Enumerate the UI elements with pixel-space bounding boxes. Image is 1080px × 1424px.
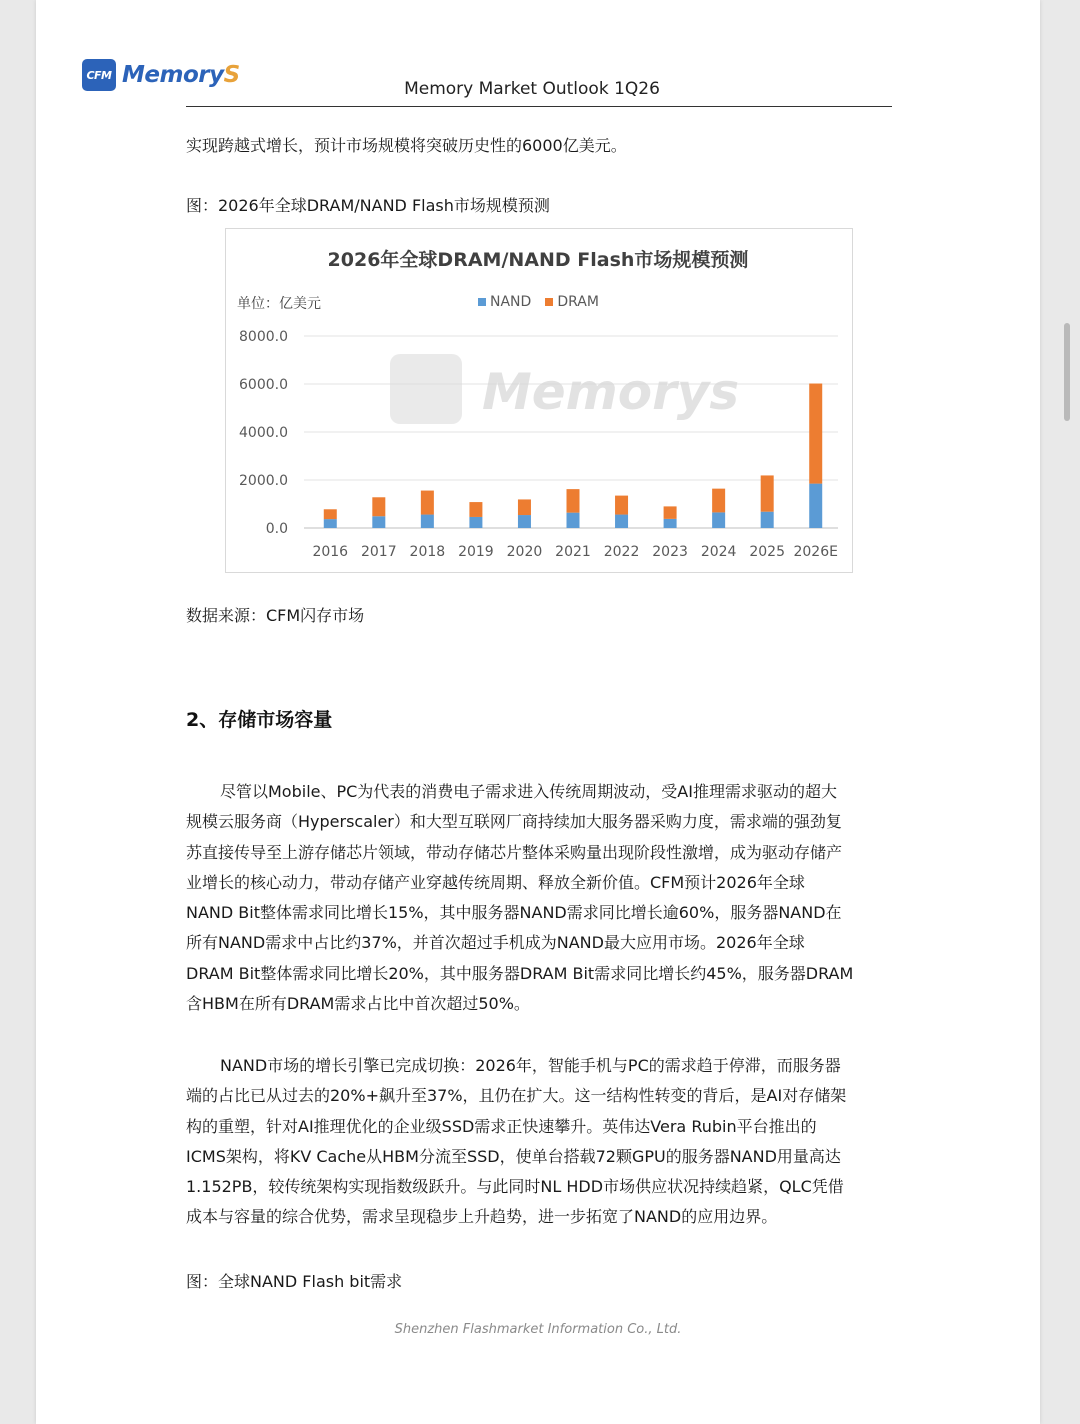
- x-tick-label: 2026E: [793, 544, 838, 560]
- x-tick-label: 2025: [749, 544, 786, 560]
- x-tick-label: 2019: [458, 544, 494, 560]
- y-tick-label: 4000.0: [239, 425, 288, 441]
- paragraph2-line: 构的重塑，针对AI推理优化的企业级SSD需求正快速攀升。英伟达Vera Rubin平台推出的: [186, 1116, 817, 1136]
- paragraph1-line: 所有NAND需求中占比约37%，并首次超过手机成为NAND最大应用市场。2026年全球: [186, 933, 805, 953]
- paragraph1-line: 规模云服务商（Hyperscaler）和大型互联网厂商持续加大服务器采购力度，需求端的强劲复: [186, 812, 842, 832]
- figure2-caption: 图：全球NAND Flash bit需求: [186, 1272, 403, 1291]
- wordmark-tail: S: [223, 62, 240, 88]
- bar-dram-2020: [518, 499, 531, 515]
- bar-nand-2026e: [809, 484, 822, 528]
- vertical-scrollbar[interactable]: [1064, 323, 1070, 421]
- cfm-logo-icon: CFM: [82, 59, 116, 91]
- bar-nand-2016: [324, 519, 337, 528]
- paragraph1-line: DRAM Bit整体需求同比增长20%，其中服务器DRAM Bit需求同比增长约45%，服务器DRAM: [186, 963, 854, 983]
- bar-dram-2017: [372, 497, 385, 516]
- chart-unit-label: 单位：亿美元: [237, 296, 321, 312]
- chart-watermark: Memorys: [482, 363, 740, 421]
- x-tick-label: 2018: [409, 544, 446, 560]
- x-tick-label: 2022: [603, 544, 640, 560]
- paragraph1-line: NAND Bit整体需求同比增长15%，其中服务器NAND需求同比增长逾60%，服务器NAND在: [186, 903, 842, 923]
- legend-label-nand: NAND: [490, 294, 532, 310]
- bar-dram-2023: [664, 506, 677, 518]
- paragraph1-line: 业增长的核心动力，带动存储产业穿越传统周期、释放全新价值。CFM预计2026年全球: [186, 872, 805, 892]
- data-source: 数据来源：CFM闪存市场: [186, 606, 365, 625]
- x-tick-label: 2017: [360, 544, 397, 560]
- bar-dram-2022: [615, 496, 628, 515]
- chart-title: 2026年全球DRAM/NAND Flash市场规模预测: [327, 249, 749, 271]
- bar-dram-2019: [469, 502, 482, 517]
- intro-line: 实现跨越式增长，预计市场规模将突破历史性的6000亿美元。: [186, 136, 627, 155]
- paragraph2-line: 1.152PB，较传统架构实现指数级跃升。与此同时NL HDD市场供应状况持续趋紧，QLC凭借: [186, 1177, 844, 1197]
- y-tick-label: 0.0: [265, 521, 288, 537]
- figure1-caption: 图：2026年全球DRAM/NAND Flash市场规模预测: [186, 196, 550, 215]
- section-2-title: 2、存储市场容量: [186, 709, 333, 731]
- x-tick-label: 2021: [555, 544, 591, 560]
- y-tick-label: 2000.0: [239, 473, 288, 489]
- paragraph2-line: NAND市场的增长引擎已完成切换：2026年，智能手机与PC的需求趋于停滞，而服务器: [220, 1056, 841, 1075]
- y-tick-label: 8000.0: [239, 329, 288, 345]
- paragraph-2: [186, 1051, 894, 1233]
- bar-dram-2025: [761, 475, 774, 511]
- page-footer: Shenzhen Flashmarket Information Co., Ltd.: [394, 1322, 682, 1337]
- bar-nand-2021: [567, 513, 580, 528]
- document-page: [36, 0, 1040, 1424]
- bar-dram-2018: [421, 491, 434, 515]
- bar-dram-2026e: [809, 384, 822, 484]
- bar-nand-2025: [761, 512, 774, 528]
- paragraph2-line: 端的占比已从过去的20%+飙升至37%，且仍在扩大。这一结构性转变的背后，是AI对存储架: [186, 1086, 847, 1106]
- stacked-bar-chart: [36, 0, 1040, 600]
- bar-nand-2017: [372, 516, 385, 528]
- paragraph1-line: 苏直接传导至上游存储芯片领域，带动存储芯片整体采购量出现阶段性激增，成为驱动存储产: [186, 842, 843, 862]
- paragraph1-line: 含HBM在所有DRAM需求占比中首次超过50%。: [186, 994, 530, 1014]
- bar-nand-2024: [712, 512, 725, 528]
- paragraph2-line: ICMS架构，将KV Cache从HBM分流至SSD，使单台搭载72颗GPU的服务器NAND用量高达: [186, 1146, 841, 1166]
- x-tick-label: 2023: [652, 544, 688, 560]
- watermark-logo-icon: [390, 354, 462, 424]
- y-tick-label: 6000.0: [239, 377, 288, 393]
- bar-nand-2023: [664, 519, 677, 528]
- bar-dram-2016: [324, 509, 337, 519]
- wordmark-text: Memory: [122, 62, 224, 88]
- bar-nand-2019: [469, 517, 482, 528]
- legend-label-dram: DRAM: [557, 294, 599, 310]
- x-tick-label: 2016: [312, 544, 349, 560]
- x-tick-label: 2020: [506, 544, 543, 560]
- bar-nand-2020: [518, 515, 531, 528]
- page-header-title: Memory Market Outlook 1Q26: [404, 79, 660, 99]
- bar-dram-2021: [567, 489, 580, 513]
- paragraph-1: [186, 777, 894, 1019]
- bar-nand-2018: [421, 515, 434, 528]
- bar-dram-2024: [712, 489, 725, 513]
- paragraph2-line: 成本与容量的综合优势，需求呈现稳步上升趋势，进一步拓宽了NAND的应用边界。: [186, 1207, 778, 1227]
- paragraph1-line: 尽管以Mobile、PC为代表的消费电子需求进入传统周期波动，受AI推理需求驱动的超大: [220, 782, 837, 801]
- bar-nand-2022: [615, 515, 628, 528]
- x-tick-label: 2024: [700, 544, 737, 560]
